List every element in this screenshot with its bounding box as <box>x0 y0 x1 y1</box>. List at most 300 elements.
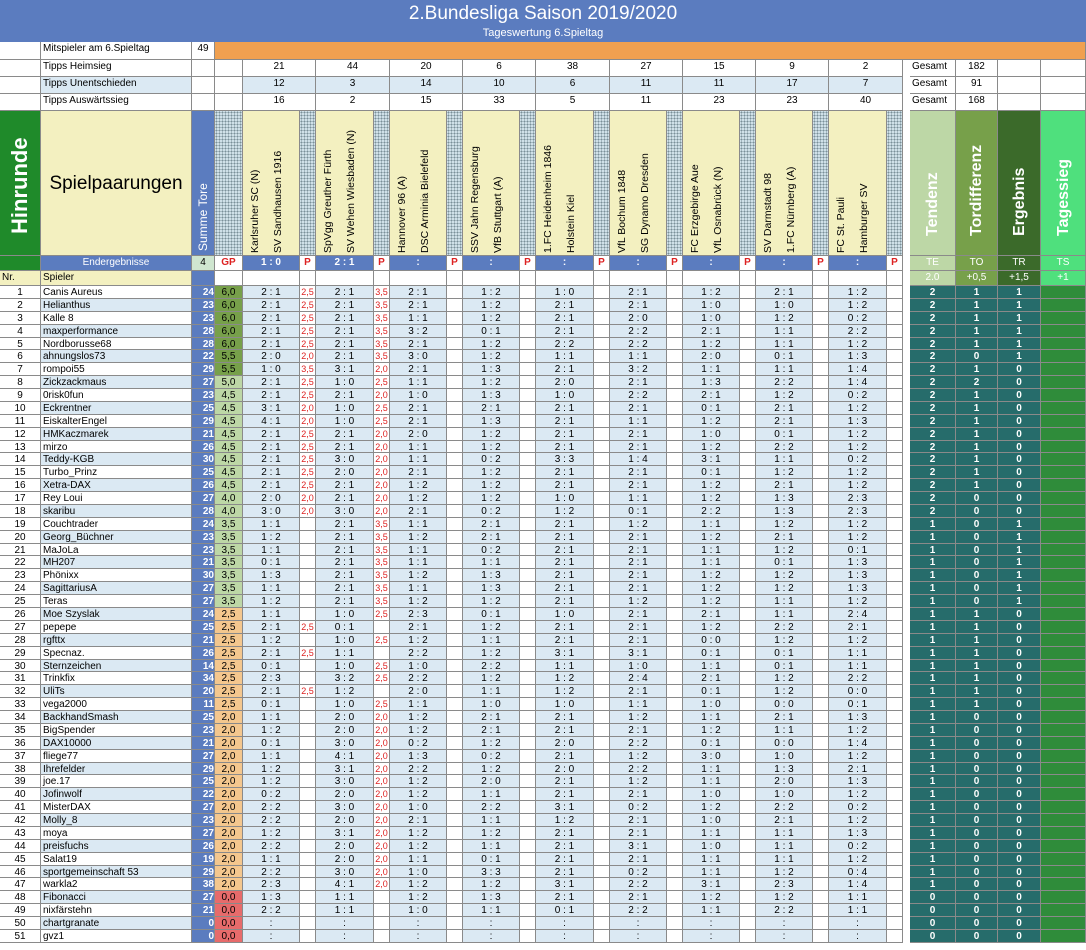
player-tip-points <box>594 556 610 569</box>
player-tip-points <box>667 479 683 492</box>
player-tip-points <box>887 582 903 595</box>
stat-value: 27 <box>610 60 683 77</box>
player-tip-points <box>813 775 829 788</box>
player-tip-points <box>740 634 756 647</box>
player-tip-points <box>740 763 756 775</box>
player-tip-points: 2,5 <box>300 325 316 338</box>
player-tip: 2 : 0 <box>683 350 740 363</box>
player-tip: 0 : 1 <box>829 544 887 556</box>
player-tip: 1 : 0 <box>683 299 740 312</box>
player-nr: 17 <box>0 492 41 505</box>
player-tip: 2 : 1 <box>390 814 447 827</box>
player-tip: 1 : 2 <box>390 634 447 647</box>
player-tip: 1 : 1 <box>829 647 887 660</box>
player-tip: 1 : 1 <box>243 518 300 531</box>
player-tip-points <box>447 775 463 788</box>
player-tip: : <box>243 930 300 943</box>
player-tip: 2 : 1 <box>610 685 667 698</box>
player-tip: 1 : 1 <box>243 853 300 866</box>
player-gp: 2,0 <box>215 840 243 853</box>
gesamt-label: Gesamt <box>910 60 956 77</box>
player-tip: 0 : 1 <box>756 660 813 672</box>
player-tip-points <box>667 647 683 660</box>
player-tip: 2 : 1 <box>536 582 594 595</box>
player-tip: 2 : 1 <box>243 286 300 299</box>
player-tagessieg <box>1041 518 1086 531</box>
player-tip-points <box>667 737 683 750</box>
player-tip-points <box>667 466 683 479</box>
player-tip: 2 : 2 <box>243 866 300 878</box>
player-tagessieg <box>1041 737 1086 750</box>
player-tip: 1 : 2 <box>683 891 740 904</box>
player-tip-points <box>887 737 903 750</box>
player-category-points: 0 <box>956 750 998 763</box>
player-tagessieg <box>1041 466 1086 479</box>
player-tip-points <box>813 634 829 647</box>
player-nr: 30 <box>0 660 41 672</box>
player-gp: 0,0 <box>215 891 243 904</box>
player-tore: 21 <box>192 904 215 917</box>
player-tip: 2 : 1 <box>390 299 447 312</box>
away-team: VfB Stuttgart (A) <box>492 176 504 253</box>
player-tip: 2 : 3 <box>390 608 447 621</box>
player-nr: 27 <box>0 621 41 634</box>
player-tip-points <box>447 363 463 376</box>
player-tip: 2 : 1 <box>243 453 300 466</box>
player-tip: 1 : 2 <box>756 685 813 698</box>
player-tip-points <box>813 621 829 634</box>
player-tip: 1 : 2 <box>829 518 887 531</box>
player-category-points: 1 <box>956 634 998 647</box>
p-header <box>374 111 390 256</box>
table-cell <box>243 271 300 286</box>
player-tip-points <box>813 505 829 518</box>
stat-value: 11 <box>610 77 683 94</box>
away-team: DSC Arminia Bielefeld <box>419 149 431 253</box>
player-category-points: 0 <box>998 660 1041 672</box>
home-team: 1.FC Heidenheim 1846 <box>542 145 554 253</box>
player-tip-points <box>300 595 316 608</box>
player-tip-points <box>813 556 829 569</box>
player-tip-points <box>740 904 756 917</box>
player-tip-points <box>520 672 536 685</box>
player-tagessieg <box>1041 608 1086 621</box>
p-header <box>594 111 610 256</box>
player-tip: 1 : 1 <box>756 363 813 376</box>
player-tip: 1 : 2 <box>756 466 813 479</box>
player-tip-points: 2,5 <box>374 672 390 685</box>
match-result: : <box>390 256 447 271</box>
player-tip-points <box>447 698 463 711</box>
player-category-points: 0 <box>998 479 1041 492</box>
player-tip-points <box>740 827 756 840</box>
player-tip-points <box>447 479 463 492</box>
player-tagessieg <box>1041 891 1086 904</box>
player-tip: 1 : 2 <box>463 647 520 660</box>
player-tagessieg <box>1041 299 1086 312</box>
player-gp: 5,0 <box>215 376 243 389</box>
player-tagessieg <box>1041 415 1086 428</box>
player-name: rgfttx <box>41 634 192 647</box>
player-tip-points <box>520 363 536 376</box>
player-tip-points <box>594 814 610 827</box>
player-tip: 3 : 0 <box>316 505 374 518</box>
player-nr: 39 <box>0 775 41 788</box>
player-tip: 3 : 2 <box>610 363 667 376</box>
player-gp: 2,0 <box>215 750 243 763</box>
player-nr: 22 <box>0 556 41 569</box>
player-category-points: 0 <box>998 441 1041 453</box>
player-nr: 7 <box>0 363 41 376</box>
player-tip-points <box>520 827 536 840</box>
player-tip-points <box>447 827 463 840</box>
player-tip: 2 : 1 <box>536 441 594 453</box>
player-tip-points <box>594 415 610 428</box>
player-tip: 1 : 1 <box>463 788 520 801</box>
player-tip-points <box>520 853 536 866</box>
player-tip-points <box>887 505 903 518</box>
player-tip-points <box>300 698 316 711</box>
home-team: VfL Bochum 1848 <box>616 169 628 253</box>
player-tip-points <box>887 312 903 325</box>
player-gp: 2,0 <box>215 866 243 878</box>
player-tip-points <box>520 569 536 582</box>
player-tip-points <box>887 775 903 788</box>
player-tagessieg <box>1041 389 1086 402</box>
player-tagessieg <box>1041 531 1086 544</box>
player-tip-points: 2,0 <box>374 453 390 466</box>
nr-header: Nr. <box>0 271 41 286</box>
player-tip: 2 : 1 <box>390 505 447 518</box>
player-name: warkla2 <box>41 878 192 891</box>
player-category-points: 1 <box>910 853 956 866</box>
player-category-points: 0 <box>998 647 1041 660</box>
player-category-points: 1 <box>910 647 956 660</box>
player-tip: 2 : 1 <box>243 621 300 634</box>
player-tip-points <box>447 711 463 724</box>
player-tip-points <box>594 608 610 621</box>
player-category-points: 1 <box>910 866 956 878</box>
player-nr: 2 <box>0 299 41 312</box>
player-tip-points <box>667 441 683 453</box>
player-category-points: 1 <box>956 685 998 698</box>
player-tip-points <box>520 737 536 750</box>
player-tip: 1 : 2 <box>683 621 740 634</box>
player-tip-points <box>300 788 316 801</box>
player-nr: 28 <box>0 634 41 647</box>
p-label: P <box>594 256 610 271</box>
player-tip-points <box>813 763 829 775</box>
player-tip-points <box>887 724 903 737</box>
p-label: P <box>667 256 683 271</box>
player-tip: 3 : 0 <box>243 505 300 518</box>
player-tore: 14 <box>192 660 215 672</box>
player-tip-points <box>740 350 756 363</box>
player-tip: 1 : 2 <box>243 634 300 647</box>
player-tip-points <box>813 685 829 698</box>
player-name: Fibonacci <box>41 891 192 904</box>
player-tip: 1 : 1 <box>536 350 594 363</box>
player-tip: 2 : 1 <box>463 531 520 544</box>
player-tip-points <box>447 415 463 428</box>
player-tip-points <box>740 853 756 866</box>
player-category-points: 0 <box>998 801 1041 814</box>
player-tip: 1 : 0 <box>316 634 374 647</box>
player-tip-points <box>594 930 610 943</box>
player-tip: 3 : 1 <box>536 647 594 660</box>
player-tip: 3 : 3 <box>536 453 594 466</box>
player-tip-points <box>667 505 683 518</box>
player-tip-points <box>447 350 463 363</box>
player-tip: 1 : 0 <box>683 840 740 853</box>
player-gp: 6,0 <box>215 299 243 312</box>
player-tip-points <box>447 801 463 814</box>
player-tip: 1 : 2 <box>463 878 520 891</box>
player-gp: 4,0 <box>215 492 243 505</box>
match-header <box>756 111 813 256</box>
match-result: 2 : 1 <box>316 256 374 271</box>
player-tip-points <box>887 569 903 582</box>
player-tip-points <box>740 286 756 299</box>
player-tagessieg <box>1041 595 1086 608</box>
player-tip-points <box>813 441 829 453</box>
player-tip: 2 : 1 <box>316 492 374 505</box>
player-tip: 1 : 2 <box>463 621 520 634</box>
player-tip: 1 : 0 <box>683 788 740 801</box>
player-tip-points <box>300 544 316 556</box>
player-tip: 1 : 2 <box>829 853 887 866</box>
player-tip-points <box>300 878 316 891</box>
player-gp: 3,5 <box>215 518 243 531</box>
match-header <box>829 111 887 256</box>
player-tip: : <box>243 917 300 930</box>
player-tip-points <box>667 325 683 338</box>
player-nr: 34 <box>0 711 41 724</box>
player-tip: 1 : 2 <box>390 479 447 492</box>
player-tip-points <box>520 492 536 505</box>
player-tip-points <box>300 660 316 672</box>
player-tip-points <box>740 402 756 415</box>
category-header <box>956 111 998 256</box>
player-tip-points <box>447 647 463 660</box>
player-tip-points: 2,5 <box>374 698 390 711</box>
player-tip-points <box>813 660 829 672</box>
player-category-points: 1 <box>910 840 956 853</box>
player-name: pepepe <box>41 621 192 634</box>
player-nr: 1 <box>0 286 41 299</box>
player-tip-points <box>520 840 536 853</box>
player-tip: 1 : 2 <box>463 595 520 608</box>
player-gp: 2,5 <box>215 608 243 621</box>
player-tip-points <box>447 299 463 312</box>
table-cell <box>0 256 41 271</box>
player-tip: 1 : 1 <box>756 608 813 621</box>
table-cell <box>0 77 41 94</box>
player-nr: 48 <box>0 891 41 904</box>
player-tip-points <box>740 930 756 943</box>
player-tip-points <box>594 518 610 531</box>
player-tip-points <box>594 866 610 878</box>
player-tip-points <box>887 634 903 647</box>
player-tip-points <box>447 338 463 350</box>
player-name: rompoi55 <box>41 363 192 376</box>
player-name: EiskalterEngel <box>41 415 192 428</box>
player-tip: 1 : 2 <box>756 582 813 595</box>
player-tip: 2 : 1 <box>756 415 813 428</box>
player-tip-points <box>667 453 683 466</box>
player-tip: 1 : 2 <box>610 518 667 531</box>
player-tip: 1 : 0 <box>390 389 447 402</box>
home-team: SpVgg Greuther Fürth <box>322 149 334 253</box>
player-tip-points <box>594 466 610 479</box>
player-tip-points <box>813 479 829 492</box>
player-gp: 0,0 <box>215 904 243 917</box>
match-header <box>243 111 300 256</box>
player-tip: 1 : 1 <box>243 544 300 556</box>
player-category-points: 2 <box>910 402 956 415</box>
player-tip: 2 : 1 <box>756 402 813 415</box>
player-tip-points <box>374 621 390 634</box>
player-tagessieg <box>1041 866 1086 878</box>
player-tip-points: 3,5 <box>374 582 390 595</box>
player-tip: 1 : 0 <box>683 814 740 827</box>
player-tip: 2 : 1 <box>756 711 813 724</box>
player-tip-points: 2,5 <box>374 402 390 415</box>
player-tip: 1 : 0 <box>683 312 740 325</box>
stat-value: 20 <box>390 60 463 77</box>
player-tip-points <box>594 350 610 363</box>
away-team: Holstein Kiel <box>565 194 577 253</box>
player-category-points: 0 <box>956 840 998 853</box>
player-tip-points <box>594 801 610 814</box>
player-tip-points <box>520 428 536 441</box>
player-tagessieg <box>1041 544 1086 556</box>
player-tip: 2 : 1 <box>243 441 300 453</box>
player-tip: 2 : 3 <box>243 672 300 685</box>
player-category-points: 1 <box>998 286 1041 299</box>
player-gp: 6,0 <box>215 312 243 325</box>
stat-label: Tipps Auswärtssieg <box>41 94 192 111</box>
player-tip-points <box>300 569 316 582</box>
player-name: Nordborusse68 <box>41 338 192 350</box>
hinrunde-label: Hinrunde <box>7 137 32 235</box>
table-cell <box>536 271 594 286</box>
player-tip: 2 : 1 <box>536 518 594 531</box>
table-cell <box>316 271 374 286</box>
player-tip: : <box>536 917 594 930</box>
p-header <box>813 111 829 256</box>
player-tip: 2 : 1 <box>390 363 447 376</box>
player-tip: 1 : 2 <box>829 286 887 299</box>
player-tip-points: 3,5 <box>374 286 390 299</box>
player-tip-points <box>447 763 463 775</box>
player-tore: 29 <box>192 866 215 878</box>
player-tip: 1 : 3 <box>829 569 887 582</box>
player-category-points: 1 <box>998 569 1041 582</box>
player-nr: 44 <box>0 840 41 853</box>
player-category-points: 1 <box>998 325 1041 338</box>
player-tip: 2 : 1 <box>536 479 594 492</box>
player-tip-points <box>520 763 536 775</box>
player-tip: 0 : 1 <box>683 737 740 750</box>
category-header <box>998 111 1041 256</box>
player-tip-points <box>594 737 610 750</box>
player-category-points: 1 <box>910 775 956 788</box>
player-tagessieg <box>1041 582 1086 595</box>
player-tip: 2 : 1 <box>610 621 667 634</box>
player-tip: 2 : 1 <box>243 376 300 389</box>
player-tip: 2 : 1 <box>536 556 594 569</box>
player-tip-points <box>667 750 683 763</box>
player-tip: 0 : 1 <box>316 621 374 634</box>
player-tip: : <box>829 930 887 943</box>
player-tip-points: 2,0 <box>374 788 390 801</box>
player-tagessieg <box>1041 569 1086 582</box>
player-tip: 0 : 1 <box>756 556 813 569</box>
player-tip: 3 : 1 <box>536 878 594 891</box>
player-tip-points <box>740 917 756 930</box>
player-name: MH207 <box>41 556 192 569</box>
player-tip-points <box>887 840 903 853</box>
player-tagessieg <box>1041 672 1086 685</box>
player-tip-points <box>813 389 829 402</box>
p-label: P <box>813 256 829 271</box>
player-tip-points <box>667 531 683 544</box>
player-tip-points <box>594 595 610 608</box>
player-category-points: 1 <box>998 582 1041 595</box>
player-nr: 20 <box>0 531 41 544</box>
player-category-points: 0 <box>956 788 998 801</box>
player-tip: 1 : 3 <box>756 505 813 518</box>
player-tip-points <box>887 647 903 660</box>
player-tip-points <box>740 569 756 582</box>
player-tip: 1 : 0 <box>390 660 447 672</box>
category-name: Tendenz <box>924 172 941 236</box>
player-tip-points <box>740 737 756 750</box>
player-tagessieg <box>1041 621 1086 634</box>
player-tip-points <box>740 582 756 595</box>
player-category-points: 2 <box>910 466 956 479</box>
player-tip-points <box>447 878 463 891</box>
player-tagessieg <box>1041 827 1086 840</box>
player-name: Specnaz. <box>41 647 192 660</box>
player-category-points: 0 <box>998 904 1041 917</box>
player-tip: 1 : 2 <box>829 479 887 492</box>
player-category-points: 0 <box>956 544 998 556</box>
player-name: skaribu <box>41 505 192 518</box>
player-tagessieg <box>1041 325 1086 338</box>
player-gp: 4,5 <box>215 415 243 428</box>
player-tip-points <box>740 556 756 569</box>
player-category-points: 0 <box>998 453 1041 466</box>
player-nr: 15 <box>0 466 41 479</box>
home-team: SSV Jahn Regensburg <box>469 146 481 253</box>
player-tip: 2 : 1 <box>610 608 667 621</box>
player-tip-points: 2,5 <box>374 376 390 389</box>
player-tagessieg <box>1041 441 1086 453</box>
table-cell <box>998 60 1041 77</box>
player-category-points: 0 <box>956 711 998 724</box>
player-tip: 1 : 1 <box>390 518 447 531</box>
player-tip: 2 : 1 <box>243 466 300 479</box>
player-name: Teddy-KGB <box>41 453 192 466</box>
player-tip-points: 2,0 <box>300 492 316 505</box>
player-tip: : <box>610 930 667 943</box>
player-tip-points <box>667 569 683 582</box>
player-gp: 2,0 <box>215 724 243 737</box>
player-tip: 1 : 2 <box>463 672 520 685</box>
player-gp: 2,5 <box>215 621 243 634</box>
